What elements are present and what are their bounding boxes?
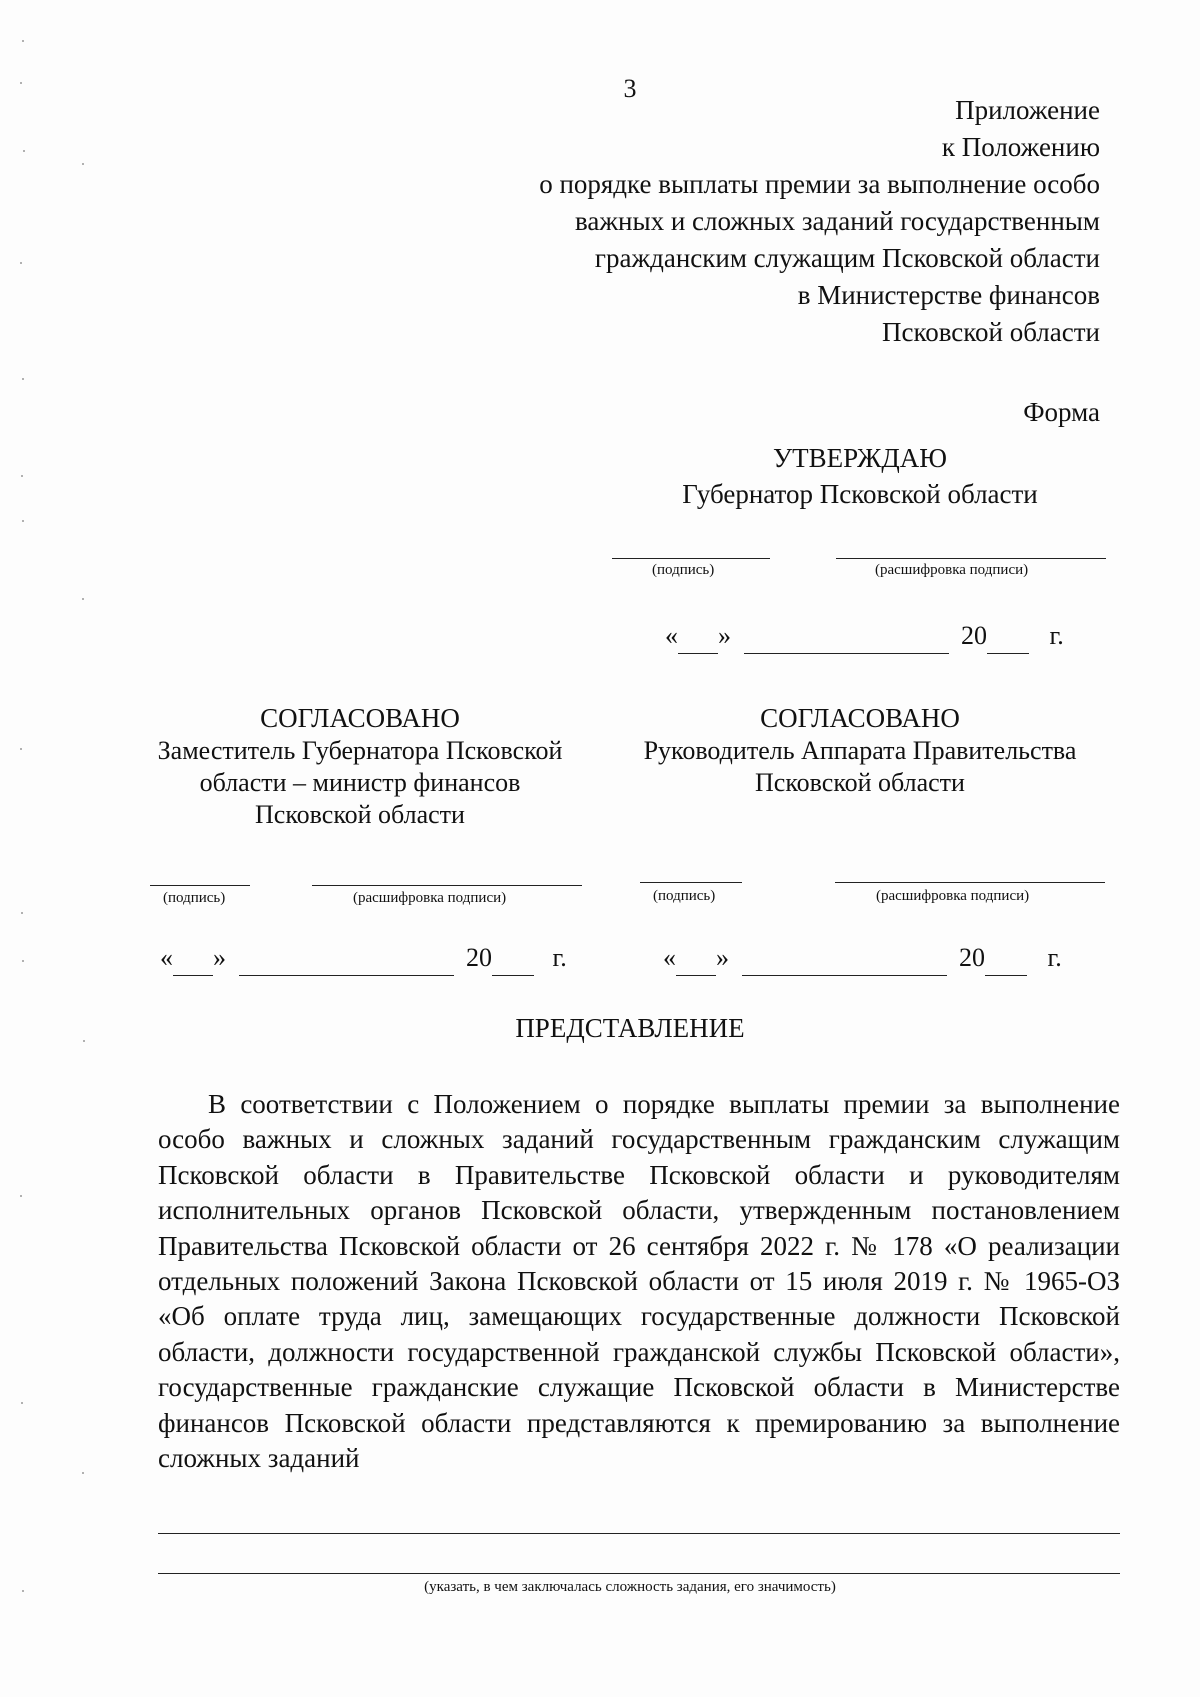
month-blank — [744, 627, 949, 654]
scan-speck — [22, 520, 24, 522]
appendix-line: Приложение — [955, 95, 1100, 125]
agreed-right-signature-line — [640, 882, 742, 883]
agreed-right-signature-caption: (подпись) — [653, 888, 716, 904]
agreed-right-date-row — [663, 939, 1062, 976]
agreed-right-decode-line — [835, 882, 1105, 883]
document-title: ПРЕДСТАВЛЕНИЕ — [515, 1013, 745, 1043]
fill-in-caption: (указать, в чем заключалась сложность задания, его значимость) — [424, 1579, 836, 1595]
scan-speck — [82, 163, 84, 165]
year-prefix: 20 — [959, 943, 985, 972]
approve-date-row — [665, 617, 1064, 654]
scan-speck — [20, 748, 22, 750]
agreed-left-position-line: Заместитель Губернатора Псковской — [157, 736, 563, 765]
agreed-left-date-row — [160, 939, 567, 976]
year-suffix: г. — [1047, 943, 1062, 972]
date-close-quote: » — [716, 943, 729, 972]
appendix-line: гражданским служащим Псковской области — [594, 243, 1100, 273]
page-number: 3 — [623, 74, 637, 103]
month-blank — [742, 949, 947, 976]
approve-heading: УТВЕРЖДАЮ — [772, 443, 948, 473]
appendix-header — [400, 92, 1100, 351]
scan-speck — [22, 40, 24, 42]
agreed-left-position-line: области – министр финансов — [199, 768, 521, 797]
date-open-quote: « — [663, 943, 676, 972]
date-open-quote: « — [665, 621, 678, 650]
year-blank — [492, 949, 534, 976]
day-blank — [678, 627, 718, 654]
agreed-left-block — [130, 701, 590, 831]
year-suffix: г. — [552, 943, 567, 972]
approve-signature-line — [612, 558, 770, 559]
scan-speck — [23, 150, 25, 152]
agreed-right-position-line: Руководитель Аппарата Правительства — [643, 736, 1077, 765]
agreed-left-decode-caption: (расшифровка подписи) — [353, 890, 507, 906]
month-blank — [239, 949, 454, 976]
agreed-right-block — [615, 701, 1105, 799]
date-close-quote: » — [718, 621, 731, 650]
approve-position: Губернатор Псковской области — [682, 479, 1038, 509]
appendix-line: Псковской области — [881, 317, 1100, 347]
agreed-left-decode-line — [312, 885, 582, 886]
agreed-right-decode-caption: (расшифровка подписи) — [876, 888, 1030, 904]
year-blank — [985, 949, 1027, 976]
approve-signature-caption: (подпись) — [652, 562, 715, 578]
year-prefix: 20 — [466, 943, 492, 972]
scan-speck — [82, 598, 84, 600]
agreed-left-signature-line — [150, 885, 250, 886]
agreed-left-heading: СОГЛАСОВАНО — [260, 703, 460, 733]
day-blank — [676, 949, 716, 976]
appendix-line: о порядке выплаты премии за выполнение особо — [539, 169, 1100, 199]
fill-in-line — [158, 1573, 1120, 1574]
approve-decode-caption: (расшифровка подписи) — [875, 562, 1029, 578]
scan-speck — [20, 262, 22, 264]
agreed-left-signature-caption: (подпись) — [163, 890, 226, 906]
scan-speck — [21, 912, 23, 914]
agreed-left-position-line: Псковской области — [255, 800, 465, 829]
scan-speck — [22, 960, 24, 962]
scan-speck — [22, 378, 24, 380]
scan-speck — [21, 1402, 23, 1404]
body-paragraph: В соответствии с Положением о порядке выплаты премии за выполнение особо важных и сложных заданий государственным гражданским служащим Псковской области в Правительстве Псковской области и руководителям исполнительных органов Псковской области, утвержденным постановлением Правительства Псковской области от 26 сентября 2022 г. № 178 «О реализации отдельных положений Закона Псковской области от 15 июля 2019 г. № 1965-ОЗ «Об оплате труда лиц, замещающих государственные должности Псковской области, должности государственной гражданской службы Псковской области», государственные гражданские служащие Псковской области в Министерстве финансов Псковской области представляются к премированию за выполнение сложных заданий — [158, 1089, 1120, 1474]
scan-speck — [21, 475, 23, 477]
form-label: Форма — [1023, 397, 1100, 427]
approve-decode-line — [836, 558, 1106, 559]
appendix-line: в Министерстве финансов — [797, 280, 1100, 310]
fill-in-line — [158, 1533, 1120, 1534]
date-close-quote: » — [213, 943, 226, 972]
year-prefix: 20 — [961, 621, 987, 650]
agreed-right-position-line: Псковской области — [755, 768, 965, 797]
year-blank — [987, 627, 1029, 654]
date-open-quote: « — [160, 943, 173, 972]
scan-speck — [82, 1472, 84, 1474]
year-suffix: г. — [1049, 621, 1064, 650]
body-paragraph-block — [158, 1087, 1120, 1476]
day-blank — [173, 949, 213, 976]
approve-block — [640, 440, 1080, 512]
agreed-right-heading: СОГЛАСОВАНО — [760, 703, 960, 733]
appendix-line: важных и сложных заданий государственным — [574, 206, 1100, 236]
appendix-line: к Положению — [941, 132, 1100, 162]
scan-speck — [20, 1195, 22, 1197]
